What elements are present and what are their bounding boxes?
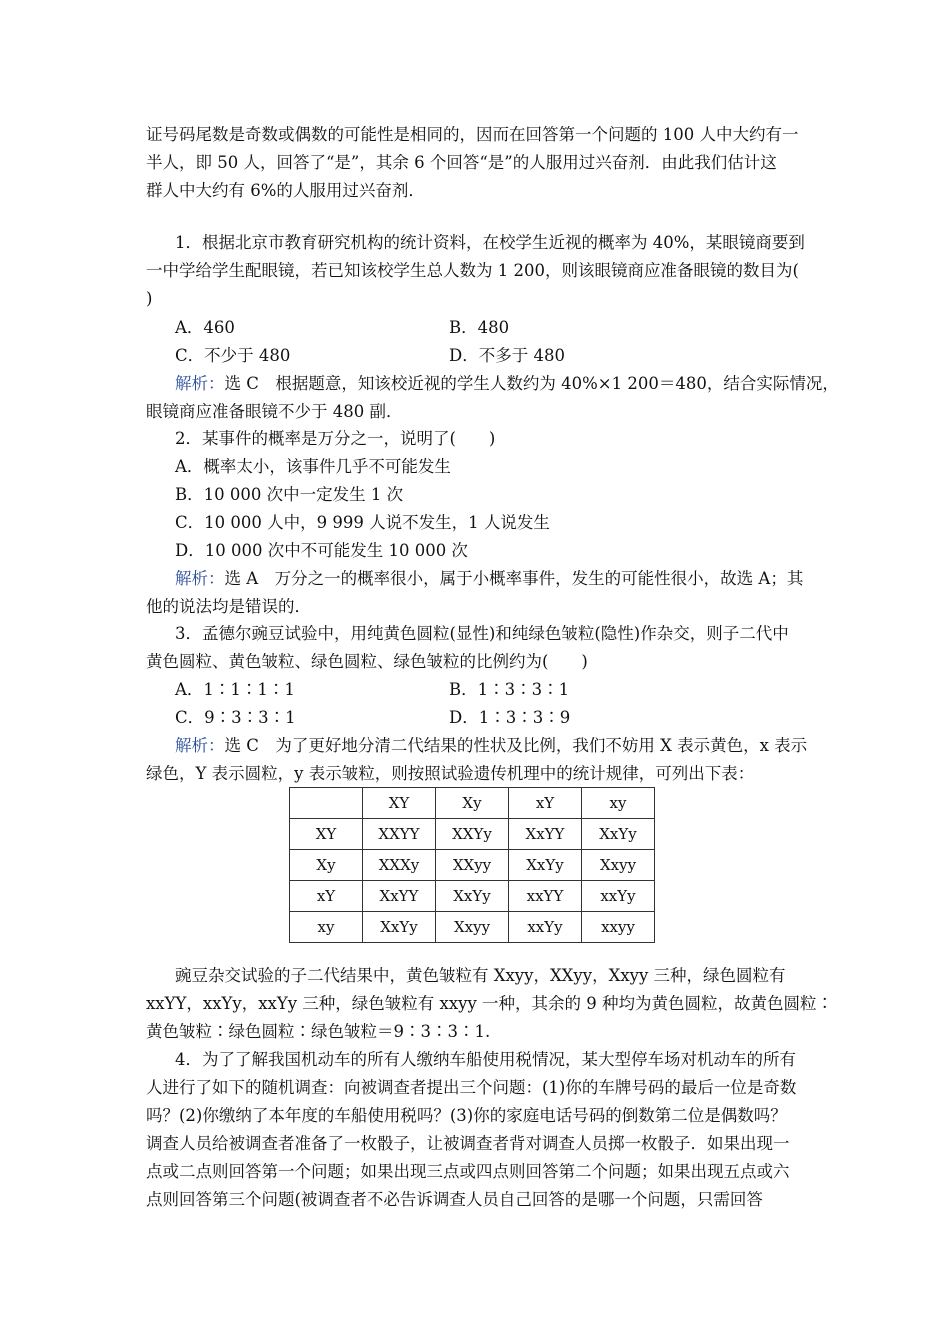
table-cell: XXyy (436, 850, 509, 881)
q2-option-d: D．10 000 次中不可能发生 10 000 次 (175, 541, 468, 560)
q1-stem-line-2: 一中学给学生配眼镜，若已知该校学生总人数为 1 200，则该眼镜商应准备眼镜的数目为( (146, 261, 799, 280)
table-header-cell: xY (509, 788, 582, 819)
q1-option-a: A．460 (175, 318, 235, 337)
q3-option-d: D．1∶3∶3∶9 (449, 708, 571, 727)
table-row (290, 819, 655, 850)
table-header-row (290, 788, 655, 819)
q1-option-b: B．480 (449, 318, 510, 337)
q3-analysis-line-2: 绿色，Y 表示圆粒，y 表示皱粒，则按照试验遗传机理中的统计规律，可列出下表： (146, 764, 755, 783)
genotype-table (289, 787, 655, 943)
q4-line-6: 点则回答第三个问题(被调查者不必告诉调查人员自己回答的是哪一个问题，只需回答 (146, 1190, 763, 1209)
table-cell: XXYy (436, 819, 509, 850)
table-cell: xxYY (509, 881, 582, 912)
q4-line-4: 调查人员给被调查者准备了一枚骰子，让被调查者背对调查人员掷一枚骰子．如果出现一 (146, 1134, 790, 1153)
table-header-cell: XY (363, 788, 436, 819)
q3-analysis-label: 解析： (175, 736, 225, 755)
q3-option-a: A．1∶1∶1∶1 (175, 680, 295, 699)
table-header-cell (290, 788, 363, 819)
q3-option-c: C．9∶3∶3∶1 (175, 708, 296, 727)
table-cell: xxYy (582, 881, 655, 912)
q1-analysis-line-1 (175, 374, 839, 394)
q3-stem-line-2: 黄色圆粒、黄色皱粒、绿色圆粒、绿色皱粒的比例约为( ) (146, 652, 588, 671)
table-header-cell: xy (582, 788, 655, 819)
q4-line-5: 点或二点则回答第一个问题；如果出现三点或四点则回答第二个问题；如果出现五点或六 (146, 1162, 790, 1181)
table-cell: XY (290, 819, 363, 850)
table-cell: xxyy (582, 912, 655, 943)
table-cell: XxYy (363, 912, 436, 943)
table-cell: xxYy (509, 912, 582, 943)
table-cell: XxYy (582, 819, 655, 850)
q4-line-3: 吗？(2)你缴纳了本年度的车船使用税吗？(3)你的家庭电话号码的倒数第二位是偶数吗？ (146, 1106, 787, 1125)
q3-analysis-text: 选 C 为了更好地分清二代结果的性状及比例，我们不妨用 X 表示黄色，x 表示 (224, 736, 808, 755)
q4-line-1: 4．为了了解我国机动车的所有人缴纳车船使用税情况，某大型停车场对机动车的所有 (175, 1050, 796, 1069)
table-cell: xY (290, 881, 363, 912)
table-row (290, 912, 655, 943)
after-table-line-2: xxYY，xxYy，xxYy 三种，绿色皱粒有 xxyy 一种，其余的 9 种均为黄色圆粒，故黄色圆粒∶ (146, 994, 834, 1013)
q1-analysis-label: 解析： (175, 374, 225, 393)
table-cell: XxYy (436, 881, 509, 912)
q1-analysis-line-2: 眼镜商应准备眼镜不少于 480 副． (146, 402, 403, 421)
intro-line-2: 半人，即 50 人，回答了“是”，其余 6 个回答“是”的人服用过兴奋剂．由此我们估计这 (146, 153, 777, 172)
table-cell: Xxyy (436, 912, 509, 943)
after-table-line-1: 豌豆杂交试验的子二代结果中，黄色皱粒有 Xxyy，XXyy，Xxyy 三种，绿色圆粒有 (175, 966, 786, 985)
table-cell: XXYY (363, 819, 436, 850)
q2-option-c: C．10 000 人中，9 999 人说不发生，1 人说发生 (175, 513, 550, 532)
q3-analysis-line-1 (175, 736, 807, 756)
q3-option-b: B．1∶3∶3∶1 (449, 680, 570, 699)
table-row (290, 850, 655, 881)
table-cell: Xy (290, 850, 363, 881)
q2-analysis-text: 选 A 万分之一的概率很小，属于小概率事件，发生的可能性很小，故选 A；其 (224, 569, 804, 588)
intro-line-3: 群人中大约有 6%的人服用过兴奋剂． (146, 181, 425, 200)
q1-option-c: C．不少于 480 (175, 346, 291, 365)
q2-option-b: B．10 000 次中一定发生 1 次 (175, 485, 404, 504)
table-cell: XXXy (363, 850, 436, 881)
table-cell: XxYY (509, 819, 582, 850)
q4-line-2: 人进行了如下的随机调查：向被调查者提出三个问题：(1)你的车牌号码的最后一位是奇数 (146, 1078, 797, 1097)
q2-analysis-label: 解析： (175, 569, 225, 588)
table-cell: XxYY (363, 881, 436, 912)
q2-option-a: A．概率太小，该事件几乎不可能发生 (175, 457, 451, 476)
table-cell: xy (290, 912, 363, 943)
q1-stem-line-1: 1．根据北京市教育研究机构的统计资料，在校学生近视的概率为 40%，某眼镜商要到 (175, 233, 805, 252)
q1-option-d: D．不多于 480 (449, 346, 565, 365)
intro-line-1: 证号码尾数是奇数或偶数的可能性是相同的，因而在回答第一个问题的 100 人中大约有一 (146, 125, 799, 144)
q3-stem-line-1: 3．孟德尔豌豆试验中，用纯黄色圆粒(显性)和纯绿色皱粒(隐性)作杂交，则子二代中 (175, 624, 789, 643)
table-row (290, 881, 655, 912)
q1-stem-line-3: ) (146, 289, 153, 308)
table-header-cell: Xy (436, 788, 509, 819)
q2-stem: 2．某事件的概率是万分之一，说明了( ) (175, 429, 496, 448)
q2-analysis-line-2: 他的说法均是错误的． (146, 597, 311, 616)
table-cell: Xxyy (582, 850, 655, 881)
q2-analysis-line-1 (175, 569, 803, 589)
q1-analysis-text: 选 C 根据题意，知该校近视的学生人数约为 40%×1 200＝480，结合实际情况， (224, 374, 839, 393)
table-cell: XxYy (509, 850, 582, 881)
after-table-line-3: 黄色皱粒∶绿色圆粒∶绿色皱粒＝9∶3∶3∶1. (146, 1022, 491, 1041)
